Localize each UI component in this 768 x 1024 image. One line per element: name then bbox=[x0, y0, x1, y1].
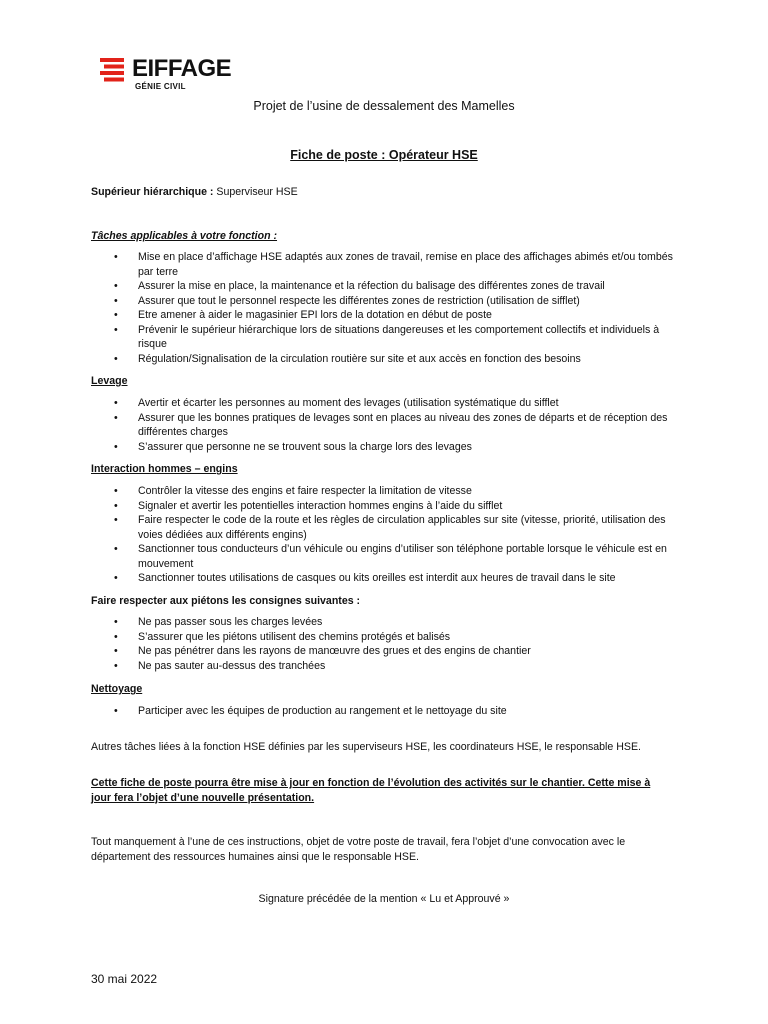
levage-list bbox=[91, 396, 681, 454]
list-item: • S’assurer que personne ne se trouvent sous la charge lors des levages bbox=[91, 440, 681, 455]
pedestrians-list bbox=[91, 615, 681, 673]
nettoyage-list bbox=[91, 704, 681, 719]
list-item: • Régulation/Signalisation de la circulation routière sur site et aux accès en fonction des besoins bbox=[91, 352, 681, 367]
logo-wordmark: EIFFAGE bbox=[132, 55, 232, 82]
eiffage-logo bbox=[100, 56, 240, 92]
superior-label: Supérieur hiérarchique : bbox=[91, 186, 214, 198]
update-notice: Cette fiche de poste pourra être mise à jour en fonction de l’évolution des activités sur le chantier. Cette mise à jour fera l’objet d’une nouvelle présentation. bbox=[91, 777, 651, 804]
warning-paragraph: Tout manquement à l’une de ces instructions, objet de votre poste de travail, fera l’objet d’une convocation avec le département des ressources humaines ainsi que le responsable HSE. bbox=[91, 836, 626, 863]
list-item: • Contrôler la vitesse des engins et faire respecter la limitation de vitesse bbox=[91, 484, 681, 499]
list-item: • Participer avec les équipes de production au rangement et le nettoyage du site bbox=[91, 704, 681, 719]
signature-line: Signature précédée de la mention « Lu et Approuvé » bbox=[258, 893, 510, 905]
section-heading-nettoyage: Nettoyage bbox=[91, 683, 143, 695]
list-item: • Assurer que tout le personnel respecte les différentes zones de restriction (utilisation de sifflet) bbox=[91, 294, 681, 309]
project-title: Projet de l’usine de dessalement des Mamelles bbox=[253, 99, 515, 113]
list-item: • Faire respecter le code de la route et les règles de circulation applicables sur site (vitesse, priorité, utilisation des voies dédiées aux différents engins) bbox=[91, 513, 681, 542]
interaction-list bbox=[91, 484, 681, 586]
logo-subtitle: GÉNIE CIVIL bbox=[135, 82, 186, 91]
list-item: • Ne pas sauter au-dessus des tranchées bbox=[91, 659, 681, 674]
document-title: Fiche de poste : Opérateur HSE bbox=[290, 148, 478, 162]
superior-value: Superviseur HSE bbox=[213, 186, 298, 198]
list-item: • Sanctionner toutes utilisations de casques ou kits oreilles est interdit aux heures de travail dans le site bbox=[91, 571, 681, 586]
list-item: • Ne pas pénétrer dans les rayons de manœuvre des grues et des engins de chantier bbox=[91, 644, 681, 659]
list-item: • Avertir et écarter les personnes au moment des levages (utilisation systématique du sifflet bbox=[91, 396, 681, 411]
list-item: • Signaler et avertir les potentielles interaction hommes engins à l’aide du sifflet bbox=[91, 499, 681, 514]
list-item: • Assurer la mise en place, la maintenance et la réfection du balisage des différentes zones de travail bbox=[91, 279, 681, 294]
section-heading-pedestrians: Faire respecter aux piétons les consignes suivantes : bbox=[91, 595, 361, 607]
list-item: • Mise en place d’affichage HSE adaptés aux zones de travail, remise en place des affichages abimés et/ou tombés par terre bbox=[91, 250, 681, 279]
superior-line bbox=[91, 185, 298, 200]
list-item: • Ne pas passer sous les charges levées bbox=[91, 615, 681, 630]
list-item: • Assurer que les bonnes pratiques de levages sont en places au niveau des zones de départs et de réception des différentes charges bbox=[91, 411, 681, 440]
section-heading-interaction: Interaction hommes – engins bbox=[91, 463, 238, 475]
section-heading-levage: Levage bbox=[91, 375, 128, 387]
list-item: • Etre amener à aider le magasinier EPI lors de la dotation en début de poste bbox=[91, 308, 681, 323]
document-date: 30 mai 2022 bbox=[91, 972, 158, 986]
list-item: • Sanctionner tous conducteurs d’un véhicule ou engins d’utiliser son téléphone portable lorsque le véhicule est en mouvement bbox=[91, 542, 681, 571]
other-tasks-paragraph: Autres tâches liées à la fonction HSE définies par les superviseurs HSE, les coordinateurs HSE, le responsable HSE. bbox=[91, 741, 641, 753]
task-list bbox=[91, 250, 681, 366]
eiffage-logo-icon bbox=[100, 58, 128, 82]
list-item: • Prévenir le supérieur hiérarchique lors de situations dangereuses et les comportement collectifs et individuels à risque bbox=[91, 323, 681, 352]
section-heading-tasks: Tâches applicables à votre fonction : bbox=[91, 230, 278, 242]
list-item: • S’assurer que les piétons utilisent des chemins protégés et balisés bbox=[91, 630, 681, 645]
